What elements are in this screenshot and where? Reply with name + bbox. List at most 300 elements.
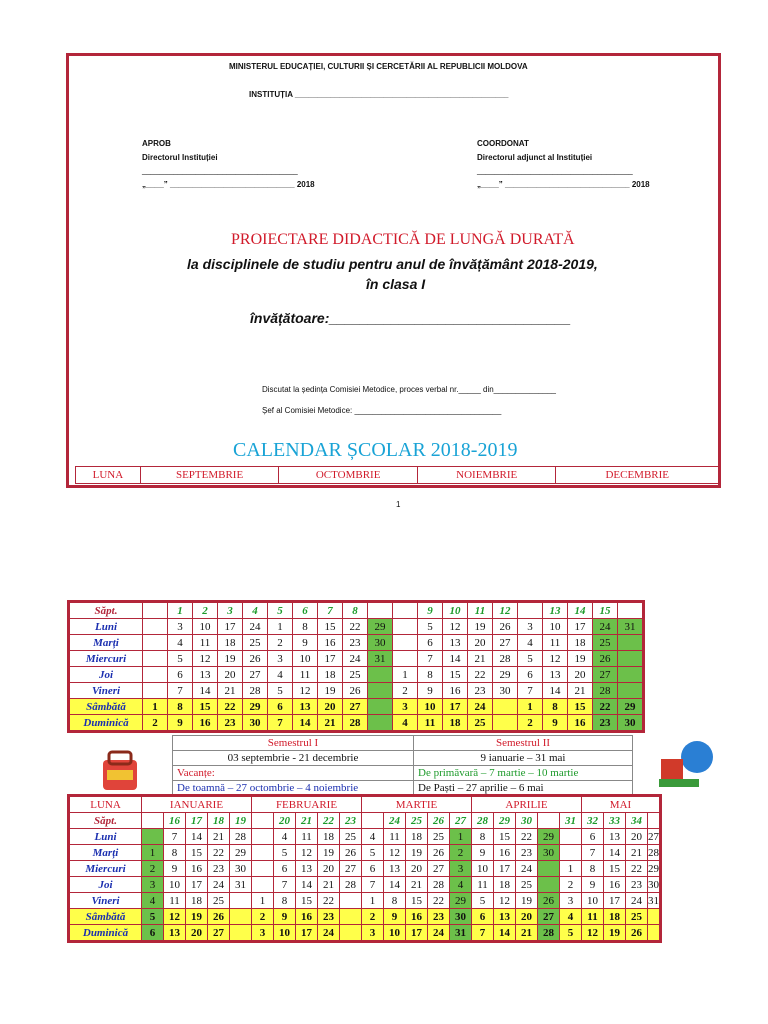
day-cell: 26 bbox=[428, 845, 450, 861]
day-cell: 16 bbox=[494, 845, 516, 861]
week-number bbox=[252, 813, 274, 829]
day-cell: 11 bbox=[296, 829, 318, 845]
week-number: 25 bbox=[406, 813, 428, 829]
day-label: Vineri bbox=[69, 683, 143, 699]
day-cell: 1 bbox=[362, 893, 384, 909]
day-label: Vineri bbox=[69, 893, 142, 909]
day-cell: 5 bbox=[418, 619, 443, 635]
day-cell: 2 bbox=[268, 635, 293, 651]
day-cell: 20 bbox=[626, 829, 648, 845]
day-cell: 30 bbox=[493, 683, 518, 699]
week-number: 11 bbox=[468, 602, 493, 619]
day-cell: 19 bbox=[318, 683, 343, 699]
day-cell: 26 bbox=[340, 845, 362, 861]
day-cell: 10 bbox=[293, 651, 318, 667]
day-cell: 11 bbox=[582, 909, 604, 925]
day-label: Miercuri bbox=[69, 651, 143, 667]
day-cell: 22 bbox=[318, 893, 340, 909]
week-number: 10 bbox=[443, 602, 468, 619]
day-cell bbox=[143, 619, 168, 635]
day-cell: 19 bbox=[406, 845, 428, 861]
day-cell: 24 bbox=[516, 861, 538, 877]
day-cell: 7 bbox=[582, 845, 604, 861]
day-cell bbox=[252, 829, 274, 845]
month-header: MAI bbox=[582, 796, 661, 813]
day-cell: 26 bbox=[208, 909, 230, 925]
day-cell: 13 bbox=[443, 635, 468, 651]
day-cell: 7 bbox=[418, 651, 443, 667]
day-cell: 27 bbox=[340, 861, 362, 877]
day-cell: 30 bbox=[243, 715, 268, 732]
day-cell bbox=[393, 635, 418, 651]
day-cell bbox=[143, 651, 168, 667]
document-subtitle: la disciplinele de studiu pentru anul de învățământ 2018-2019, bbox=[187, 256, 598, 272]
approve-signature-line: ___________________________________ bbox=[142, 166, 298, 175]
week-number: 24 bbox=[384, 813, 406, 829]
day-cell: 29 bbox=[538, 829, 560, 845]
day-cell: 28 bbox=[538, 925, 560, 942]
day-cell: 18 bbox=[494, 877, 516, 893]
day-cell: 21 bbox=[208, 829, 230, 845]
day-cell: 17 bbox=[218, 619, 243, 635]
day-cell: 31 bbox=[618, 619, 644, 635]
day-cell bbox=[560, 829, 582, 845]
day-cell: 4 bbox=[168, 635, 193, 651]
day-cell: 28 bbox=[428, 877, 450, 893]
day-label: Sâmbătă bbox=[69, 909, 142, 925]
day-cell: 15 bbox=[494, 829, 516, 845]
day-cell: 9 bbox=[472, 845, 494, 861]
day-cell: 7 bbox=[168, 683, 193, 699]
day-cell: 20 bbox=[468, 635, 493, 651]
week-number: 17 bbox=[186, 813, 208, 829]
day-cell: 4 bbox=[268, 667, 293, 683]
day-cell: 4 bbox=[362, 829, 384, 845]
day-cell: 8 bbox=[418, 667, 443, 683]
day-row bbox=[69, 909, 661, 925]
week-number: 33 bbox=[604, 813, 626, 829]
globe bbox=[681, 741, 713, 773]
day-cell: 18 bbox=[186, 893, 208, 909]
day-cell: 14 bbox=[494, 925, 516, 942]
week-number bbox=[143, 602, 168, 619]
day-cell: 16 bbox=[193, 715, 218, 732]
day-cell: 9 bbox=[274, 909, 296, 925]
day-cell: 6 bbox=[268, 699, 293, 715]
week-number: 21 bbox=[296, 813, 318, 829]
day-cell: 4 bbox=[450, 877, 472, 893]
day-cell bbox=[618, 651, 644, 667]
day-cell: 1 bbox=[518, 699, 543, 715]
day-cell: 17 bbox=[604, 893, 626, 909]
day-label: Sâmbătă bbox=[69, 699, 143, 715]
day-cell: 27 bbox=[243, 667, 268, 683]
week-number: 28 bbox=[472, 813, 494, 829]
day-cell bbox=[368, 715, 393, 732]
week-number: 1 bbox=[168, 602, 193, 619]
day-cell: 13 bbox=[164, 925, 186, 942]
day-cell: 18 bbox=[318, 829, 340, 845]
day-cell: 10 bbox=[582, 893, 604, 909]
document-class: în clasa I bbox=[366, 276, 426, 292]
day-cell: 10 bbox=[193, 619, 218, 635]
day-cell: 12 bbox=[443, 619, 468, 635]
day-cell: 13 bbox=[604, 829, 626, 845]
day-cell: 5 bbox=[168, 651, 193, 667]
week-number bbox=[618, 602, 644, 619]
day-cell: 16 bbox=[604, 877, 626, 893]
day-cell bbox=[230, 925, 252, 942]
day-cell: 10 bbox=[543, 619, 568, 635]
week-number: 2 bbox=[193, 602, 218, 619]
coord-signature-line: ___________________________________ bbox=[477, 166, 633, 175]
day-cell: 24 bbox=[208, 877, 230, 893]
week-number: 32 bbox=[582, 813, 604, 829]
day-cell: 23 bbox=[208, 861, 230, 877]
day-cell: 23 bbox=[516, 845, 538, 861]
day-cell: 1 bbox=[142, 845, 164, 861]
day-cell: 8 bbox=[168, 699, 193, 715]
day-cell: 6 bbox=[472, 909, 494, 925]
day-cell bbox=[368, 667, 393, 683]
globe-books-illustration bbox=[655, 735, 715, 795]
day-cell: 12 bbox=[164, 909, 186, 925]
day-cell: 11 bbox=[164, 893, 186, 909]
day-row bbox=[69, 845, 661, 861]
day-cell: 20 bbox=[318, 699, 343, 715]
day-row bbox=[69, 861, 661, 877]
day-cell: 21 bbox=[318, 877, 340, 893]
week-number: 22 bbox=[318, 813, 340, 829]
day-cell: 12 bbox=[543, 651, 568, 667]
day-cell: 25 bbox=[343, 667, 368, 683]
day-cell: 14 bbox=[293, 715, 318, 732]
day-cell: 16 bbox=[443, 683, 468, 699]
day-cell: 23 bbox=[343, 635, 368, 651]
day-cell bbox=[252, 861, 274, 877]
day-cell: 30 bbox=[368, 635, 393, 651]
day-cell: 11 bbox=[293, 667, 318, 683]
week-number: 4 bbox=[243, 602, 268, 619]
week-number: 8 bbox=[343, 602, 368, 619]
week-number bbox=[393, 602, 418, 619]
month-header: LUNA bbox=[69, 796, 142, 813]
day-cell: 6 bbox=[168, 667, 193, 683]
day-cell: 30 bbox=[230, 861, 252, 877]
day-cell: 26 bbox=[593, 651, 618, 667]
day-cell: 20 bbox=[568, 667, 593, 683]
easter-vacation: De Paști – 27 aprilie – 6 mai bbox=[414, 781, 633, 796]
day-row bbox=[69, 699, 644, 715]
day-cell: 15 bbox=[186, 845, 208, 861]
day-label: Duminică bbox=[69, 715, 143, 732]
day-cell: 26 bbox=[493, 619, 518, 635]
day-cell: 2 bbox=[252, 909, 274, 925]
day-cell: 25 bbox=[208, 893, 230, 909]
day-cell: 9 bbox=[164, 861, 186, 877]
day-cell bbox=[230, 909, 252, 925]
day-cell: 25 bbox=[340, 829, 362, 845]
day-cell: 14 bbox=[443, 651, 468, 667]
day-cell: 25 bbox=[593, 635, 618, 651]
day-cell: 24 bbox=[343, 651, 368, 667]
week-number: 7 bbox=[318, 602, 343, 619]
week-number: 16 bbox=[164, 813, 186, 829]
day-cell: 5 bbox=[518, 651, 543, 667]
book-green bbox=[659, 779, 699, 787]
month-december: DECEMBRIE bbox=[605, 469, 670, 481]
day-cell: 2 bbox=[560, 877, 582, 893]
day-cell: 3 bbox=[362, 925, 384, 942]
day-row bbox=[69, 925, 661, 942]
day-cell bbox=[143, 683, 168, 699]
day-cell: 4 bbox=[274, 829, 296, 845]
day-cell: 19 bbox=[186, 909, 208, 925]
day-cell: 22 bbox=[218, 699, 243, 715]
day-cell: 3 bbox=[450, 861, 472, 877]
day-cell: 15 bbox=[296, 893, 318, 909]
day-cell: 14 bbox=[604, 845, 626, 861]
day-cell bbox=[493, 715, 518, 732]
coord-date: „____” ____________________________ 2018 bbox=[477, 180, 650, 189]
day-cell: 19 bbox=[468, 619, 493, 635]
day-label: Luni bbox=[69, 829, 142, 845]
day-cell: 18 bbox=[443, 715, 468, 732]
day-cell: 21 bbox=[568, 683, 593, 699]
day-cell: 23 bbox=[593, 715, 618, 732]
day-cell: 9 bbox=[293, 635, 318, 651]
day-cell: 13 bbox=[494, 909, 516, 925]
day-cell: 31 bbox=[450, 925, 472, 942]
day-cell: 17 bbox=[406, 925, 428, 942]
day-cell: 6 bbox=[518, 667, 543, 683]
day-cell: 2 bbox=[450, 845, 472, 861]
day-cell: 13 bbox=[384, 861, 406, 877]
day-cell: 12 bbox=[193, 651, 218, 667]
month-header: FEBRUARIE bbox=[252, 796, 362, 813]
week-number: 15 bbox=[593, 602, 618, 619]
week-number: 29 bbox=[494, 813, 516, 829]
day-cell: 3 bbox=[393, 699, 418, 715]
day-cell: 17 bbox=[494, 861, 516, 877]
day-cell: 3 bbox=[518, 619, 543, 635]
day-cell: 17 bbox=[296, 925, 318, 942]
day-cell: 12 bbox=[494, 893, 516, 909]
day-cell: 30 bbox=[538, 845, 560, 861]
day-cell: 14 bbox=[186, 829, 208, 845]
week-number bbox=[538, 813, 560, 829]
day-cell: 5 bbox=[560, 925, 582, 942]
day-cell: 22 bbox=[516, 829, 538, 845]
day-cell: 8 bbox=[164, 845, 186, 861]
month-header: APRILIE bbox=[472, 796, 582, 813]
week-number: 23 bbox=[340, 813, 362, 829]
day-cell: 13 bbox=[543, 667, 568, 683]
day-label: Marți bbox=[69, 845, 142, 861]
day-cell: 29 bbox=[618, 699, 644, 715]
day-cell bbox=[493, 699, 518, 715]
day-cell: 16 bbox=[296, 909, 318, 925]
month-header: IANUARIE bbox=[142, 796, 252, 813]
day-row bbox=[69, 715, 644, 732]
day-cell: 26 bbox=[343, 683, 368, 699]
day-cell: 1 bbox=[560, 861, 582, 877]
day-cell: 10 bbox=[384, 925, 406, 942]
day-cell: 10 bbox=[274, 925, 296, 942]
day-row bbox=[69, 619, 644, 635]
day-cell: 24 bbox=[243, 619, 268, 635]
week-number: 31 bbox=[560, 813, 582, 829]
day-cell: 10 bbox=[164, 877, 186, 893]
month-november: NOIEMBRIE bbox=[418, 467, 557, 483]
day-cell: 29 bbox=[493, 667, 518, 683]
day-cell: 1 bbox=[268, 619, 293, 635]
page-number: 1 bbox=[396, 500, 401, 509]
day-cell: 18 bbox=[406, 829, 428, 845]
day-cell: 18 bbox=[218, 635, 243, 651]
day-cell: 9 bbox=[168, 715, 193, 732]
day-cell: 12 bbox=[384, 845, 406, 861]
day-cell: 4 bbox=[560, 909, 582, 925]
day-cell: 25 bbox=[516, 877, 538, 893]
day-cell: 23 bbox=[318, 909, 340, 925]
commission-head-line: Șef al Comisiei Metodice: _________________________________ bbox=[262, 406, 502, 415]
day-cell: 14 bbox=[296, 877, 318, 893]
day-cell: 5 bbox=[274, 845, 296, 861]
day-cell: 15 bbox=[193, 699, 218, 715]
day-cell: 11 bbox=[384, 829, 406, 845]
day-cell bbox=[393, 651, 418, 667]
day-row bbox=[69, 893, 661, 909]
day-cell: 19 bbox=[218, 651, 243, 667]
calendar-title: CALENDAR ȘCOLAR 2018-2019 bbox=[233, 439, 518, 461]
week-number: 12 bbox=[493, 602, 518, 619]
months-row bbox=[69, 796, 661, 813]
day-cell: 16 bbox=[186, 861, 208, 877]
day-cell: 7 bbox=[268, 715, 293, 732]
day-cell: 9 bbox=[418, 683, 443, 699]
day-cell: 4 bbox=[142, 893, 164, 909]
day-row bbox=[69, 829, 661, 845]
day-cell: 28 bbox=[230, 829, 252, 845]
day-cell: 21 bbox=[626, 845, 648, 861]
day-cell: 20 bbox=[218, 667, 243, 683]
day-cell bbox=[618, 635, 644, 651]
day-cell: 5 bbox=[472, 893, 494, 909]
day-cell: 21 bbox=[406, 877, 428, 893]
day-cell: 5 bbox=[362, 845, 384, 861]
months-header-row bbox=[75, 466, 719, 484]
day-cell: 24 bbox=[593, 619, 618, 635]
day-row bbox=[69, 877, 661, 893]
day-cell: 22 bbox=[468, 667, 493, 683]
day-cell: 27 bbox=[208, 925, 230, 942]
day-cell bbox=[648, 909, 661, 925]
day-cell: 22 bbox=[428, 893, 450, 909]
day-cell: 27 bbox=[648, 830, 659, 843]
coord-title: COORDONAT bbox=[477, 139, 529, 148]
vacations-label: Vacanțe: bbox=[173, 766, 414, 781]
calendar-grid-spring bbox=[67, 794, 662, 943]
day-cell: 18 bbox=[318, 667, 343, 683]
day-cell: 17 bbox=[186, 877, 208, 893]
day-cell: 1 bbox=[393, 667, 418, 683]
book-red bbox=[661, 759, 683, 779]
day-row bbox=[69, 683, 644, 699]
week-number: 9 bbox=[418, 602, 443, 619]
day-cell bbox=[340, 909, 362, 925]
day-cell bbox=[142, 829, 164, 845]
day-cell: 14 bbox=[543, 683, 568, 699]
day-cell: 6 bbox=[142, 925, 164, 942]
day-cell: 24 bbox=[428, 925, 450, 942]
day-cell: 2 bbox=[518, 715, 543, 732]
day-cell: 26 bbox=[538, 893, 560, 909]
week-number: 3 bbox=[218, 602, 243, 619]
day-cell: 4 bbox=[518, 635, 543, 651]
semester-info bbox=[172, 735, 633, 796]
day-cell: 12 bbox=[582, 925, 604, 942]
day-cell: 2 bbox=[143, 715, 168, 732]
day-cell: 28 bbox=[243, 683, 268, 699]
week-number: 6 bbox=[293, 602, 318, 619]
day-cell: 7 bbox=[274, 877, 296, 893]
day-cell: 9 bbox=[582, 877, 604, 893]
day-cell: 28 bbox=[340, 877, 362, 893]
day-cell: 6 bbox=[418, 635, 443, 651]
day-cell bbox=[618, 667, 644, 683]
day-cell: 30 bbox=[618, 715, 644, 732]
day-cell: 19 bbox=[604, 925, 626, 942]
day-cell: 29 bbox=[368, 619, 393, 635]
day-cell: 30 bbox=[450, 909, 472, 925]
day-cell: 22 bbox=[626, 861, 648, 877]
day-label: Miercuri bbox=[69, 861, 142, 877]
ministry-heading: MINISTERUL EDUCAȚIEI, CULTURII ȘI CERCETĂRII AL REPUBLICII MOLDOVA bbox=[229, 62, 528, 71]
day-cell bbox=[368, 683, 393, 699]
day-cell: 15 bbox=[604, 861, 626, 877]
day-cell: 25 bbox=[428, 829, 450, 845]
day-cell bbox=[538, 861, 560, 877]
day-label: Duminică bbox=[69, 925, 142, 942]
day-cell: 21 bbox=[516, 925, 538, 942]
day-cell: 21 bbox=[218, 683, 243, 699]
day-cell: 23 bbox=[428, 909, 450, 925]
day-cell: 19 bbox=[318, 845, 340, 861]
day-cell: 7 bbox=[472, 925, 494, 942]
week-number: 5 bbox=[268, 602, 293, 619]
day-cell: 2 bbox=[393, 683, 418, 699]
day-cell: 27 bbox=[343, 699, 368, 715]
day-cell: 27 bbox=[538, 909, 560, 925]
day-cell: 24 bbox=[318, 925, 340, 942]
day-cell: 10 bbox=[418, 699, 443, 715]
day-cell: 31 bbox=[230, 877, 252, 893]
day-cell bbox=[368, 699, 393, 715]
day-cell: 24 bbox=[468, 699, 493, 715]
day-cell: 9 bbox=[543, 715, 568, 732]
day-cell: 31 bbox=[648, 894, 659, 907]
weeks-row bbox=[69, 602, 644, 619]
week-number: 27 bbox=[450, 813, 472, 829]
day-cell: 20 bbox=[186, 925, 208, 942]
day-cell: 20 bbox=[516, 909, 538, 925]
day-cell: 7 bbox=[518, 683, 543, 699]
discussion-line: Discutat la ședința Comisiei Metodice, proces verbal nr._____ din______________ bbox=[262, 385, 556, 394]
day-cell: 14 bbox=[193, 683, 218, 699]
day-cell: 19 bbox=[516, 893, 538, 909]
day-cell: 11 bbox=[543, 635, 568, 651]
